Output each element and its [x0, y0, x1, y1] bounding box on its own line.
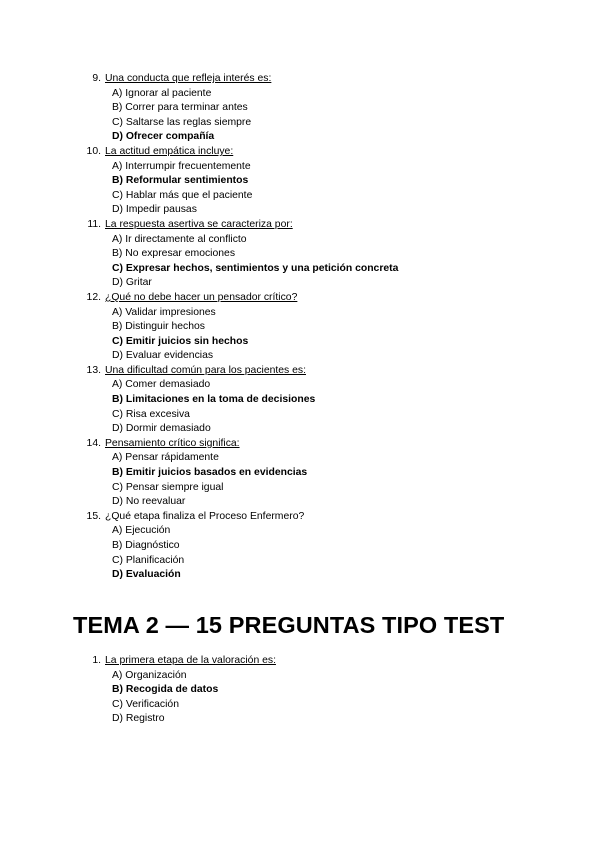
question-item [0, 72, 600, 87]
answer-option: C) Risa excesiva [112, 408, 190, 420]
answer-option: C) Planificación [112, 554, 185, 566]
question-text: ¿Qué no debe hacer un pensador crítico? [105, 291, 298, 303]
question-text: Pensamiento crítico significa: [105, 437, 240, 449]
question-number: 9. [92, 73, 101, 84]
question-list-bottom [0, 654, 600, 727]
answer-option: B) No expresar emociones [112, 248, 236, 260]
answer-option: C) Pensar siempre igual [112, 481, 224, 493]
answer-option-correct: B) Emitir juicios basados en evidencias [112, 467, 308, 479]
question-text: La respuesta asertiva se caracteriza por: [105, 218, 293, 230]
answer-option: D) Dormir demasiado [112, 423, 211, 435]
question-item [0, 145, 600, 160]
question-text: La primera etapa de la valoración es: [105, 655, 276, 666]
answer-option: D) No reevaluar [112, 496, 186, 508]
answer-option: D) Gritar [112, 277, 152, 289]
question-number: 10. [86, 145, 101, 157]
answer-option: A) Ir directamente al conflicto [112, 233, 247, 245]
answer-option-correct: C) Emitir juicios sin hechos [112, 335, 249, 347]
question-number: 12. [86, 291, 101, 303]
answer-option-correct: D) Evaluación [112, 569, 181, 581]
question-item [0, 654, 600, 669]
answer-option-correct: B) Limitaciones en la toma de decisiones [112, 394, 316, 406]
answer-option: A) Interrumpir frecuentemente [112, 160, 251, 172]
question-text: Una dificultad común para los pacientes es: [105, 364, 306, 376]
answer-option: C) Hablar más que el paciente [112, 189, 253, 201]
question-number: 11. [87, 218, 101, 230]
answer-option: D) Impedir pausas [112, 204, 197, 216]
question-text: Una conducta que refleja interés es: [105, 73, 272, 84]
answer-option: B) Diagnóstico [112, 540, 180, 551]
answer-option: D) Evaluar evidencias [112, 350, 214, 362]
answer-option: A) Organización [112, 669, 187, 681]
answer-option: A) Comer demasiado [112, 379, 211, 391]
question-text: La actitud empática incluye: [105, 145, 234, 157]
answer-option: A) Validar impresiones [112, 306, 216, 318]
question-item [0, 510, 600, 525]
answer-option: A) Ejecución [112, 525, 171, 537]
question-number: 13. [86, 364, 101, 376]
question-text: ¿Qué etapa finaliza el Proceso Enfermero? [105, 510, 305, 522]
answer-option: C) Saltarse las reglas siempre [112, 116, 252, 128]
section-heading: TEMA 2 — 15 PREGUNTAS TIPO TEST [73, 612, 505, 638]
answer-option: C) Verificación [112, 698, 179, 710]
answer-option-correct: B) Recogida de datos [112, 684, 219, 696]
answer-option-correct: D) Ofrecer compañía [112, 131, 215, 143]
question-list-top [0, 72, 600, 583]
question-item [0, 437, 600, 452]
question-number: 15. [86, 510, 101, 522]
answer-option: A) Pensar rápidamente [112, 452, 219, 464]
question-item [0, 218, 600, 233]
answer-option: B) Correr para terminar antes [112, 102, 248, 114]
answer-option: A) Ignorar al paciente [112, 87, 212, 99]
answer-option-correct: C) Expresar hechos, sentimientos y una petición concreta [112, 262, 399, 274]
question-number: 14. [86, 437, 101, 449]
question-number: 1. [92, 655, 101, 666]
answer-option: D) Registro [112, 713, 165, 725]
question-item [0, 364, 600, 379]
answer-option: B) Distinguir hechos [112, 321, 205, 333]
answer-option-correct: B) Reformular sentimientos [112, 175, 249, 187]
question-item [0, 291, 600, 306]
